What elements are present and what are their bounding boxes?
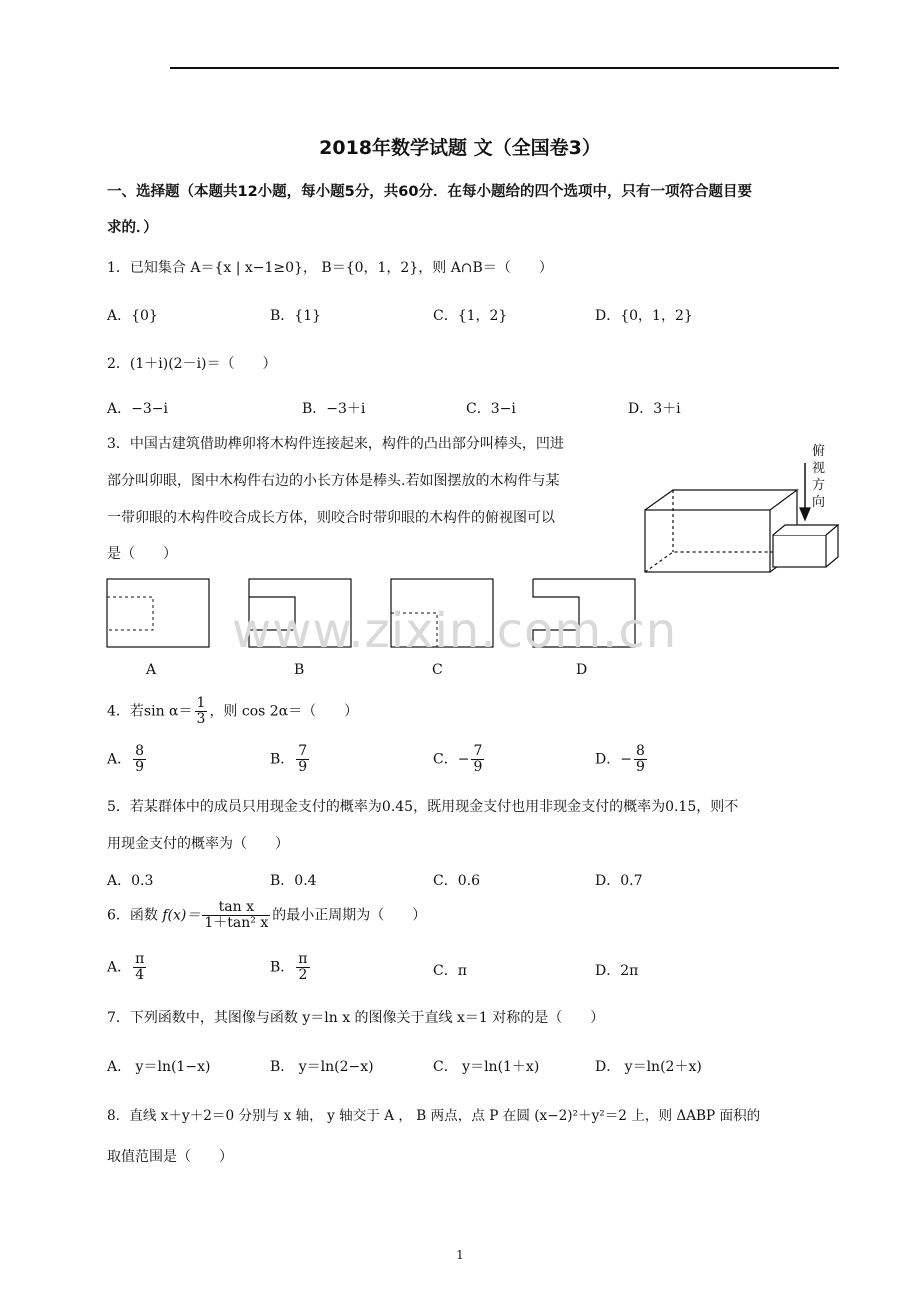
fraction-num: 7 (473, 743, 483, 759)
q4-option-d (595, 744, 649, 775)
q6-option-a (107, 952, 148, 983)
question-3-line-1: 3．中国古建筑借助榫卯将木构件连接起来，构件的凸出部分叫棒头，凹进 (107, 436, 564, 452)
header-rule (170, 67, 839, 69)
q3-label-a: A (146, 662, 157, 678)
q2-option-d: D．3＋i (628, 401, 681, 417)
q4-option-b (270, 744, 311, 775)
q6-option-fraction (296, 952, 309, 983)
view-label-char: 俯 (812, 444, 826, 459)
q1-option-a: A．{0} (107, 308, 158, 324)
q4-option-fraction (471, 744, 484, 775)
question-3-line-2: 部分叫卯眼，图中木构件右边的小长方体是棒头.若如图摆放的木构件与某 (107, 473, 560, 489)
q4-fraction (195, 696, 208, 727)
question-8-line-1: 8．直线 x＋y＋2＝0 分别与 x 轴， y 轴交于 A ， B 两点，点 P 在圆 (x−2)²＋y²＝2 上，则 ΔABP 面积的 (107, 1108, 761, 1124)
q4-option-fraction (634, 744, 647, 775)
question-5-line-1: 5．若某群体中的成员只用现金支付的概率为0.45，既用现金支付也用非现金支付的概率为0.15，则不 (107, 799, 739, 815)
tenon-top (773, 525, 838, 535)
q4-option-sign: − (457, 751, 470, 768)
fraction-num: 7 (298, 743, 308, 759)
fraction-num: 8 (635, 743, 645, 759)
q6-option-d (595, 960, 638, 980)
question-3-line-4: 是（ ） (107, 546, 177, 562)
section-header: 一、选择题（本题共12小题，每小题5分，共60分．在每小题给的四个选项中，只有一项符合题目要 (107, 184, 752, 200)
question-6-stem (107, 900, 426, 931)
q4-option-fraction (296, 744, 309, 775)
question-1-stem: 1．已知集合 A＝{x | x−1≥0}， B＝{0，1，2}，则 A∩B＝（ ） (107, 260, 553, 276)
q7-option-a: A． y＝ln(1−x) (107, 1059, 211, 1075)
q6-suffix: 的最小正周期为（ ） (272, 907, 427, 924)
q6-fraction-den: 1＋tan² x (204, 915, 269, 931)
fraction-den: 2 (298, 967, 308, 983)
q1-option-d: D．{0，1，2} (595, 308, 693, 324)
question-7-stem: 7．下列函数中，其图像与函数 y＝ln x 的图像关于直线 x＝1 对称的是（ ） (107, 1010, 605, 1026)
q6-fraction-num: tan x (202, 900, 270, 916)
question-4-stem (107, 696, 358, 727)
down-arrow-icon (800, 508, 810, 520)
q7-option-b: B． y＝ln(2−x) (270, 1059, 374, 1075)
q7-option-c: C． y＝ln(1＋x) (433, 1059, 540, 1075)
view-label-char: 向 (812, 495, 826, 510)
q2-option-a: A．−3−i (107, 401, 168, 417)
q2-option-c: C．3−i (466, 401, 516, 417)
fraction-den: 9 (135, 759, 145, 775)
q5-option-b: B．0.4 (270, 873, 317, 889)
large-box-top (645, 490, 797, 510)
q3-label-b: B (294, 662, 305, 678)
q5-option-a: A．0.3 (107, 873, 154, 889)
q6-option-fraction (133, 952, 146, 983)
q3-option-a-figure (105, 577, 215, 652)
q4-option-fraction (133, 744, 146, 775)
q4-option-label: C． (433, 751, 458, 768)
q1-option-b: B．{1} (270, 308, 322, 324)
large-box-front (645, 510, 770, 572)
q4-option-label: A． (107, 751, 132, 768)
q1-option-c: C．{1，2} (433, 308, 508, 324)
fraction-den: 9 (298, 759, 308, 775)
q4-sin: sin α＝ (143, 703, 193, 720)
q4-option-c (433, 744, 486, 775)
fraction-num: π (135, 951, 145, 967)
q4-suffix: ，则 cos 2α＝（ ） (209, 703, 359, 720)
q5-option-c: C．0.6 (433, 873, 480, 889)
q4-fraction-num: 1 (196, 695, 206, 711)
q6-option-label: D． (595, 963, 621, 979)
q6-fraction (202, 900, 270, 931)
section-header-cont: 求的．） (107, 220, 158, 236)
fraction-den: 9 (635, 759, 645, 775)
question-5-line-2: 用现金支付的概率为（ ） (107, 836, 289, 852)
q4-option-label: B． (270, 751, 295, 768)
view-label-char: 方 (812, 478, 826, 493)
fraction-num: 8 (135, 743, 145, 759)
q6-option-label: B． (270, 959, 295, 976)
q6-fx: f(x)＝ (162, 907, 201, 924)
q5-option-d: D．0.7 (595, 873, 643, 889)
view-direction-label (812, 443, 828, 511)
view-label-char: 视 (812, 461, 826, 476)
q6-option-text: π (457, 963, 467, 979)
q4-prefix: 4．若 (107, 703, 144, 720)
page-number: 1 (456, 1248, 464, 1262)
q6-option-label: A． (107, 959, 132, 976)
q4-option-label: D． (595, 751, 621, 768)
q2-option-b: B．−3＋i (302, 401, 366, 417)
question-3-line-3: 一带卯眼的木构件咬合成长方体，则咬合时带卯眼的木构件的俯视图可以 (107, 510, 555, 526)
question-2-stem: 2．(1＋i)(2－i)＝（ ） (107, 356, 277, 372)
q6-option-label: C． (433, 963, 458, 979)
tenon-front (773, 535, 826, 567)
q4-option-a (107, 744, 148, 775)
fraction-den: 9 (473, 759, 483, 775)
q4-fraction-den: 3 (196, 711, 206, 727)
q7-option-d: D． y＝ln(2＋x) (595, 1059, 702, 1075)
watermark: www.zixin.com.cn (232, 603, 678, 659)
question-8-line-2: 取值范围是（ ） (107, 1149, 233, 1165)
fraction-den: 4 (135, 967, 145, 983)
page-title: 2018年数学试题 文（全国卷3） (319, 137, 601, 159)
q4-option-sign: − (620, 751, 632, 768)
q6-option-c (433, 960, 467, 980)
q3-label-d: D (576, 662, 588, 678)
q6-option-text: 2π (620, 963, 639, 979)
q6-prefix: 6．函数 (107, 907, 158, 924)
fraction-num: π (298, 951, 308, 967)
q3-label-c: C (432, 662, 443, 678)
q6-option-b (270, 952, 312, 983)
